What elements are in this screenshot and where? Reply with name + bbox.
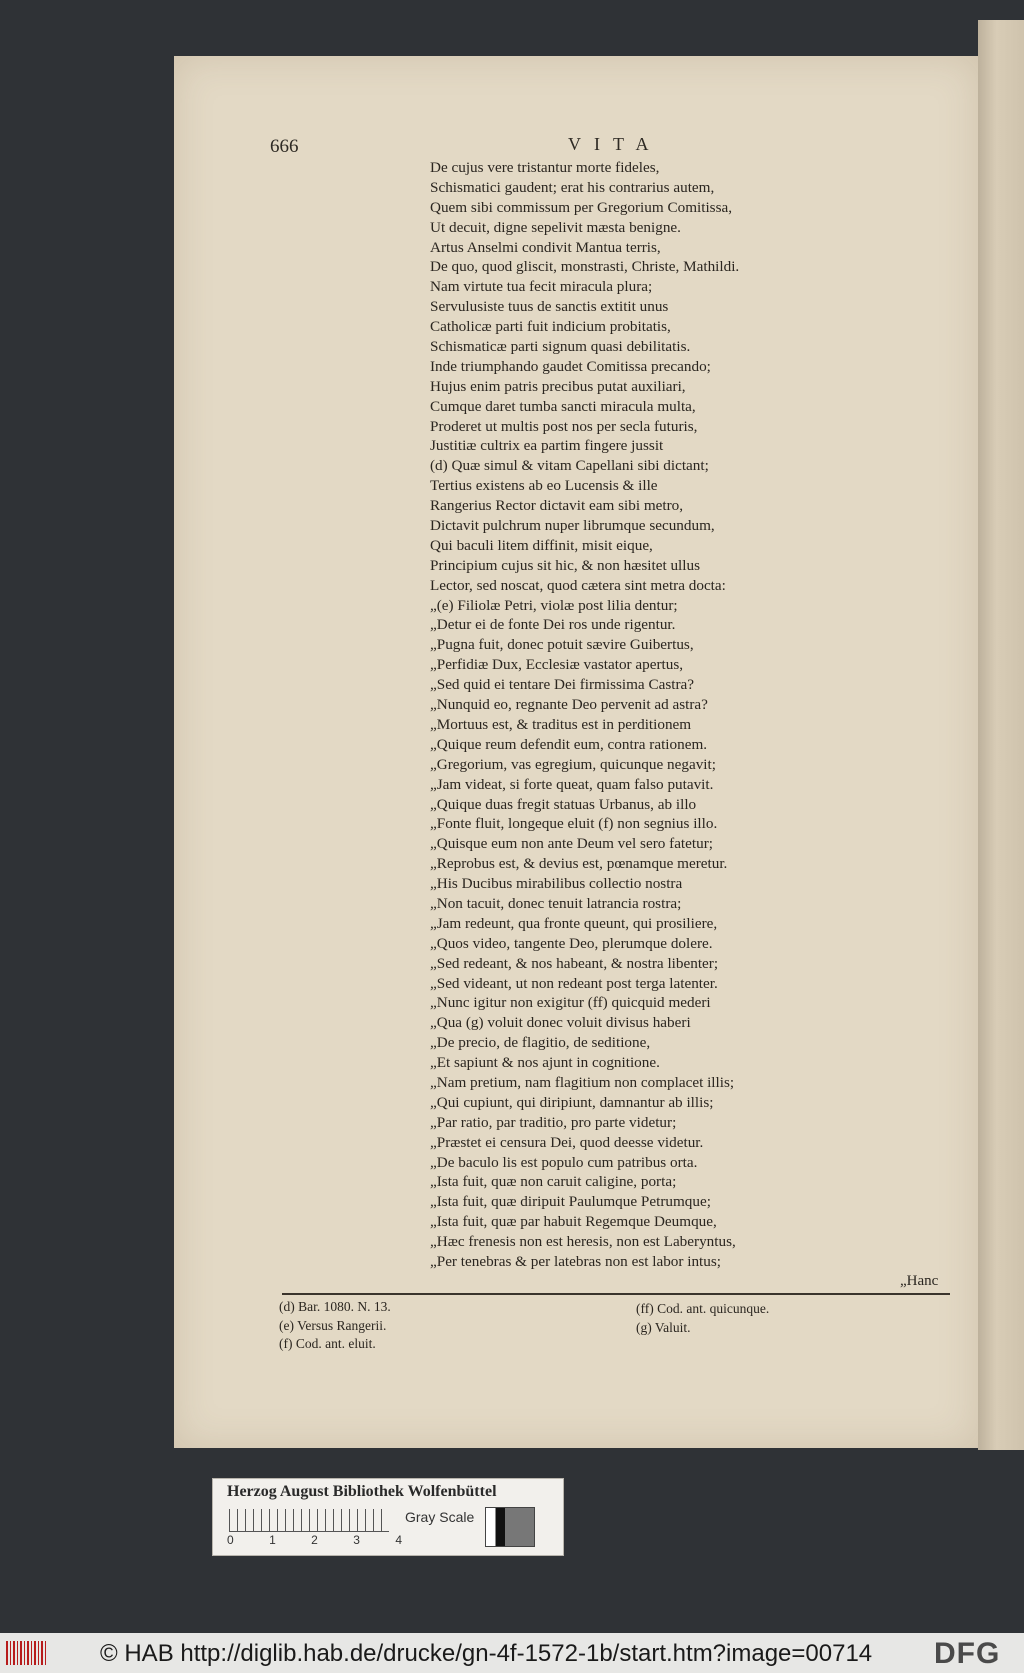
poem-line: „(e) Filiolæ Petri, violæ post lilia dentur; xyxy=(430,596,678,614)
poem-line: „Detur ei de fonte Dei ros unde rigentur. xyxy=(430,616,676,634)
gray-scale-swatch xyxy=(485,1507,535,1547)
poem-line: „His Ducibus mirabilibus collectio nostra xyxy=(430,875,683,893)
poem-line: Quem sibi commissum per Gregorium Comitissa, xyxy=(430,198,733,216)
poem-line: „Jam videat, si forte queat, quam falso putavit. xyxy=(430,775,714,793)
poem-line: „Gregorium, vas egregium, quicunque negavit; xyxy=(430,755,716,773)
footnote: (d) Bar. 1080. N. 13. xyxy=(279,1299,391,1314)
adjacent-page-edge xyxy=(978,20,1024,1450)
dfg-logo: DFG xyxy=(934,1637,1001,1670)
footnotes-left xyxy=(279,1298,391,1354)
poem-line: „Nunquid eo, regnante Deo pervenit ad astra? xyxy=(430,696,708,714)
poem-line: „Nunc igitur non exigitur (ff) quicquid mederi xyxy=(430,994,711,1012)
ruler-number: 4 xyxy=(395,1533,402,1547)
poem-line: Servulusiste tuus de sanctis extitit unus xyxy=(430,298,669,316)
footnote-rule xyxy=(282,1293,950,1295)
catchword: „Hanc xyxy=(900,1273,939,1289)
poem-line: „Præstet ei censura Dei, quod deesse videtur. xyxy=(430,1133,704,1151)
footer-url-text[interactable]: © HAB http://diglib.hab.de/drucke/gn-4f-1572-1b/start.htm?image=00714 xyxy=(100,1640,873,1667)
poem-line: (d) Quæ simul & vitam Capellani sibi dictant; xyxy=(430,457,709,475)
poem-line: „Sed quid ei tentare Dei firmissima Castra? xyxy=(430,676,695,694)
poem-line: Justitiæ cultrix ea partim fingere jussit xyxy=(430,437,664,455)
poem-line: De quo, quod gliscit, monstrasti, Christe, Mathildi. xyxy=(430,258,740,276)
footnote: (ff) Cod. ant. quicunque. xyxy=(636,1301,770,1316)
poem-line: Hujus enim patris precibus putat auxiliari, xyxy=(430,377,686,395)
ruler-number: 0 xyxy=(227,1533,234,1547)
poem-line: Tertius existens ab eo Lucensis & ille xyxy=(430,477,658,495)
poem-line: Nam virtute tua fecit miracula plura; xyxy=(430,278,653,296)
poem-line: Catholicæ parti fuit indicium probitatis, xyxy=(430,318,671,336)
poem-line: „Quos video, tangente Deo, plerumque dolere. xyxy=(430,934,713,952)
poem-line: „Mortuus est, & traditus est in perditionem xyxy=(430,715,692,733)
poem-line: „Non tacuit, donec tenuit latrancia rostra; xyxy=(430,894,682,912)
poem-line: Ut decuit, digne sepelivit mæsta benigne. xyxy=(430,218,681,236)
footnote: (g) Valuit. xyxy=(636,1319,691,1335)
poem-line: De cujus vere tristantur morte fideles, xyxy=(430,159,660,176)
poem-line: „De precio, de flagitio, de seditione, xyxy=(430,1034,651,1052)
poem-line: „Nam pretium, nam flagitium non complacet illis; xyxy=(430,1073,735,1091)
poem-line: Qui baculi litem diffinit, misit eique, xyxy=(430,536,653,554)
poem-line: „Perfidiæ Dux, Ecclesiæ vastator apertus, xyxy=(430,656,684,674)
poem-line: „Sed videant, ut non redeant post terga latenter. xyxy=(430,974,718,992)
hab-barcode-icon xyxy=(6,1641,46,1665)
ruler-number: 2 xyxy=(311,1533,318,1547)
ruler-number: 1 xyxy=(269,1533,276,1547)
poem-line: „Qui cupiunt, qui diripiunt, damnantur ab illis; xyxy=(430,1093,714,1111)
poem-line: Cumque daret tumba sancti miracula multa, xyxy=(430,397,696,415)
poem-line: Inde triumphando gaudet Comitissa precando; xyxy=(430,357,711,375)
poem-line: „Fonte fluit, longeque eluit (f) non segnius illo. xyxy=(430,815,718,833)
poem-line: Schismaticæ parti signum quasi debilitatis. xyxy=(430,338,691,356)
poem-line: Lector, sed noscat, quod cætera sint metra docta: xyxy=(430,576,726,594)
poem-line: Schismatici gaudent; erat his contrarius autem, xyxy=(430,178,715,196)
page-number: 666 xyxy=(270,136,299,157)
gray-scale-label: Gray Scale xyxy=(405,1509,475,1525)
poem-line: „Jam redeunt, qua fronte queunt, qui prosiliere, xyxy=(430,914,718,932)
poem-line: „Per tenebras & per latebras non est labor intus; xyxy=(430,1252,722,1270)
poem-line: „De baculo lis est populo cum patribus orta. xyxy=(430,1153,698,1171)
gray-scale-card xyxy=(212,1478,564,1556)
poem-line: „Et sapiunt & nos ajunt in cognitione. xyxy=(430,1054,660,1072)
poem-line: „Quisque eum non ante Deum vel sero fatetur; xyxy=(430,835,713,853)
poem-line: Artus Anselmi condivit Mantua terris, xyxy=(430,238,661,256)
poem-line: „Quique duas fregit statuas Urbanus, ab illo xyxy=(430,795,697,813)
poem-line: „Hæc frenesis non est heresis, non est Laberyntus, xyxy=(430,1233,736,1251)
poem-line: „Ista fuit, quæ diripuit Paulumque Petrumque; xyxy=(430,1193,711,1211)
ruler-scale xyxy=(229,1509,389,1532)
library-name: Herzog August Bibliothek Wolfenbüttel xyxy=(227,1483,497,1500)
footer-bar xyxy=(0,1633,1024,1673)
footnote: (e) Versus Rangerii. xyxy=(279,1317,387,1333)
poem-line: „Sed redeant, & nos habeant, & nostra libenter; xyxy=(430,954,719,972)
poem-line: „Pugna fuit, donec potuit sævire Guibertus, xyxy=(430,636,694,654)
poem-line: „Ista fuit, quæ non caruit caligine, porta; xyxy=(430,1173,677,1191)
poem-line: „Reprobus est, & devius est, pœnamque meretur. xyxy=(430,855,728,873)
ruler-number: 3 xyxy=(353,1533,360,1547)
footnote: (f) Cod. ant. eluit. xyxy=(279,1336,376,1351)
poem-line: Principium cujus sit hic, & non hæsitet ullus xyxy=(430,556,701,574)
poem-line: Dictavit pulchrum nuper librumque secundum, xyxy=(430,517,715,535)
poem-line: „Par ratio, par traditio, pro parte videtur; xyxy=(430,1113,677,1131)
poem-line: „Ista fuit, quæ par habuit Regemque Deumque, xyxy=(430,1213,717,1231)
poem-line: „Quique reum defendit eum, contra rationem. xyxy=(430,735,708,753)
running-header: VITA xyxy=(568,134,662,154)
ruler-numbers xyxy=(227,1533,402,1547)
poem-line: Rangerius Rector dictavit eam sibi metro, xyxy=(430,497,684,515)
poem-line: „Qua (g) voluit donec voluit divisus haberi xyxy=(430,1014,691,1032)
poem-line: Proderet ut multis post nos per secla futuris, xyxy=(430,417,698,435)
poem-text xyxy=(430,158,830,1272)
footnotes-right xyxy=(636,1300,769,1337)
